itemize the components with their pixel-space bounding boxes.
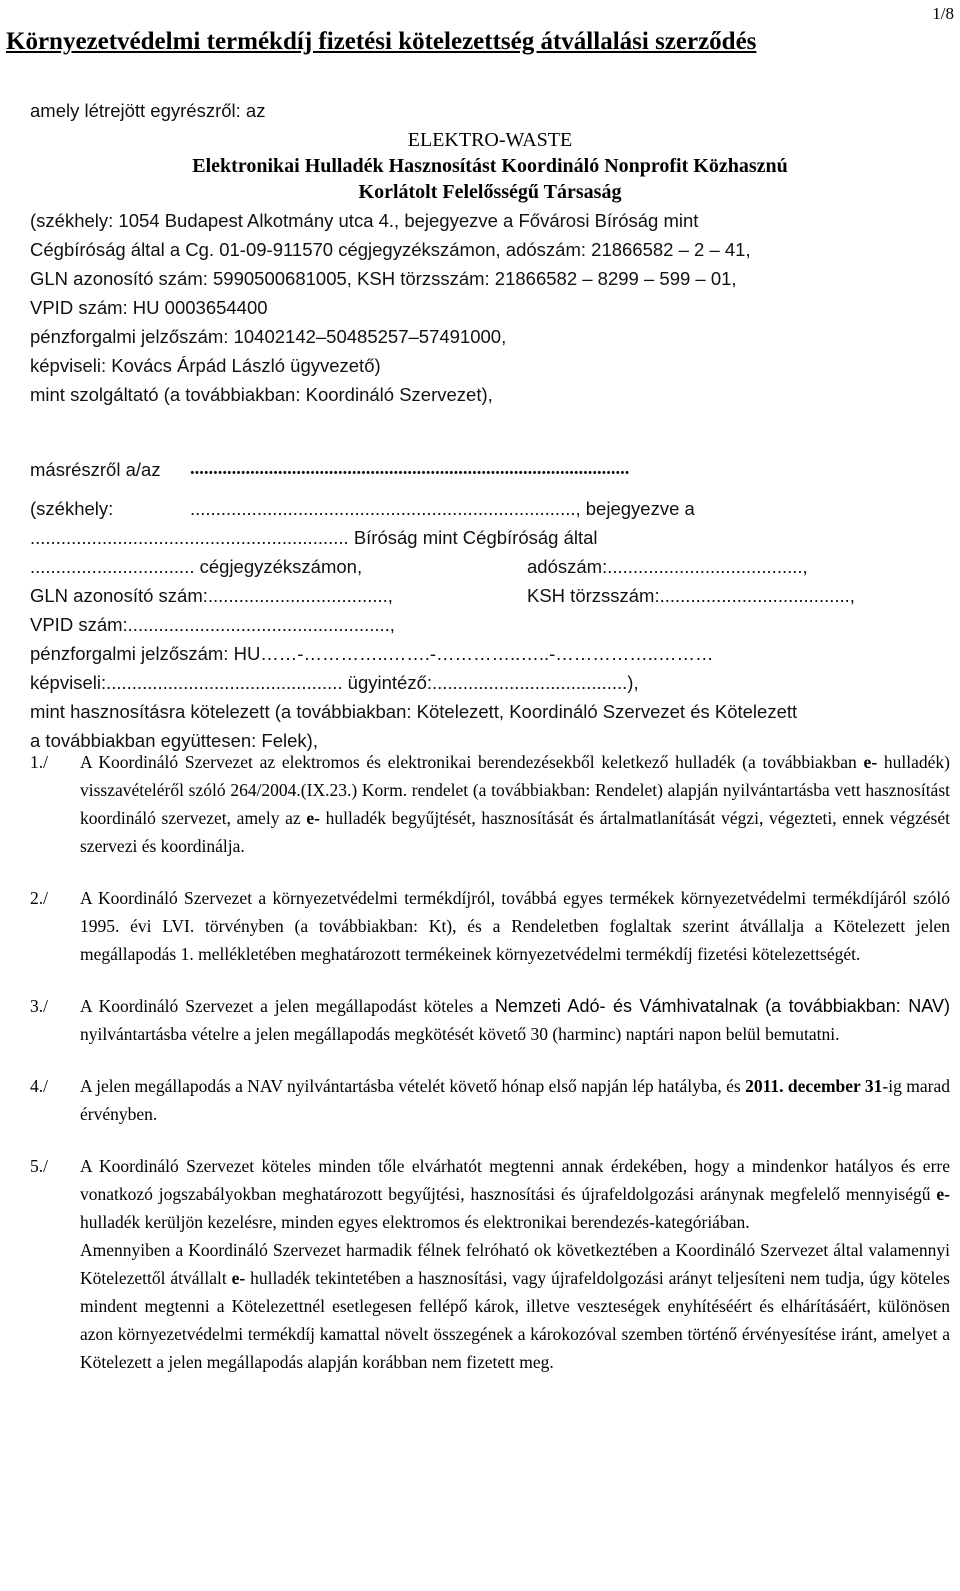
clause-3 xyxy=(30,992,950,1048)
org-name-line2: Elektronikai Hulladék Hasznosítást Koordináló Nonprofit Közhasznú xyxy=(192,155,788,177)
clause-text: A Koordináló Szervezet köteles minden tőle elvárhatót megtenni annak érdekében, hogy a mindenkor hatályos és erre vonatkozó jogszabályokban meghatározott begyűjtési, hasznosítási és újrafeldolgozási aránynak megfelelő mennyiségű xyxy=(80,1156,950,1204)
clause-text: A Koordináló Szervezet a jelen megállapodást köteles a xyxy=(80,996,495,1016)
party1-bank-line: pénzforgalmi jelzőszám: 10402142–50485257–57491000, xyxy=(30,326,507,347)
party2-role-line2: a továbbiakban együttesen: Felek), xyxy=(30,730,318,751)
clause-text: -ig marad érvényben. xyxy=(80,1076,950,1124)
clause-number: 2./ xyxy=(30,888,48,908)
ksh-blank[interactable]: KSH törzsszám:....................................., xyxy=(527,585,855,606)
clause-body xyxy=(80,748,950,860)
clause-body xyxy=(80,992,950,1048)
first-party-block xyxy=(30,96,950,409)
party1-intro: amely létrejött egyrészről: az xyxy=(30,100,266,121)
clause-text: hulladék kerüljön kezelésre, minden egyes elektromos és elektronikai berendezés-kategóriában. xyxy=(80,1212,750,1232)
page-number: 1/8 xyxy=(932,4,954,23)
clause-text: A jelen megállapodás a NAV nyilvántartásba vételét követő hónap első napján lép hatályba, és xyxy=(80,1076,746,1096)
tax-number-blank[interactable]: adószám:......................................, xyxy=(527,556,808,577)
seat-label: (székhely: xyxy=(30,498,114,519)
clause-4 xyxy=(30,1072,950,1128)
other-party-name-blank[interactable]: ............................................................................................... xyxy=(190,459,630,479)
vpid-blank[interactable]: VPID szám:..................................................., xyxy=(30,614,395,635)
clause-paragraph xyxy=(80,748,950,860)
party1-seat-line1: (székhely: 1054 Budapest Alkotmány utca 4., bejegyezve a Fővárosi Bíróság mint xyxy=(30,210,699,231)
bank-account-blank[interactable]: pénzforgalmi jelzőszám: HU……-…………..…….-…………..…..-……………..……… xyxy=(30,643,714,664)
clause-number: 3./ xyxy=(30,996,48,1016)
seat-blank[interactable]: ..........................................................................., bejegyezve a xyxy=(190,498,695,519)
clause-body xyxy=(80,1072,950,1128)
clause-number: 1./ xyxy=(30,752,48,772)
clause-text: nyilvántartásba vételre a jelen megállapodás megkötését követő 30 (harminc) naptári napon belül bemutatni. xyxy=(80,1024,840,1044)
clauses-list xyxy=(30,748,950,1400)
clause-paragraph xyxy=(80,1236,950,1376)
clause-text: hulladék begyűjtését, hasznosítását és ártalmatlanítását végzi, végezteti, ennek végzését szervezi és koordinálja. xyxy=(80,808,950,856)
clause-2 xyxy=(30,884,950,968)
party1-seat-line2: Cégbíróság által a Cg. 01-09-911570 cégjegyzékszámon, adószám: 21866582 – 2 – 41, xyxy=(30,239,751,260)
bold-text: e- xyxy=(231,1268,246,1288)
party2-role-line1: mint hasznosításra kötelezett (a továbbiakban: Kötelezett, Koordináló Szervezet és Kötelezett xyxy=(30,701,798,722)
party1-vpid-line: VPID szám: HU 0003654400 xyxy=(30,297,268,318)
clause-body xyxy=(80,884,950,968)
clause-paragraph xyxy=(80,884,950,968)
clause-5 xyxy=(30,1152,950,1376)
clause-text: hulladék) visszavételéről szóló 264/2004.(IX.23.) Korm. rendelet (a továbbiakban: Rendelet) alapján nyilvántartásba vett hasznosítást koordináló szervezet, amely az xyxy=(80,752,950,828)
clause-paragraph xyxy=(80,1152,950,1236)
bold-text: e- xyxy=(863,752,878,772)
clause-paragraph xyxy=(80,992,950,1048)
bold-text: e- xyxy=(306,808,320,828)
party1-gln-line: GLN azonosító szám: 5990500681005, KSH törzsszám: 21866582 – 8299 – 599 – 01, xyxy=(30,268,737,289)
other-party-label: másrészről a/az xyxy=(30,459,161,480)
org-name-line1: ELEKTRO-WASTE xyxy=(407,129,573,151)
org-name-line3: Korlátolt Felelősségű Társaság xyxy=(358,181,622,203)
clause-1 xyxy=(30,748,950,860)
clause-text: Nemzeti Adó- és Vámhivatalnak (a továbbiakban: NAV) xyxy=(494,996,950,1016)
gln-blank[interactable]: GLN azonosító szám:..................................., xyxy=(30,585,393,606)
court-blank-line[interactable]: .............................................................. Bíróság mint Cégbíróság által xyxy=(30,527,598,548)
clause-number: 4./ xyxy=(30,1076,48,1096)
clause-text: Amennyiben a Koordináló Szervezet harmadik félnek felróható ok következtében a Koordináló Szervezet által valamennyi Kötelezettől átvállalt xyxy=(80,1240,950,1288)
document-title: Környezetvédelmi termékdíj fizetési kötelezettség átvállalási szerződés xyxy=(6,28,757,55)
clause-number: 5./ xyxy=(30,1156,48,1176)
party1-rep-line: képviseli: Kovács Árpád László ügyvezető) xyxy=(30,355,381,376)
clause-text: A Koordináló Szervezet a környezetvédelmi termékdíjról, továbbá egyes termékek környezetvédelmi termékdíjáról szóló 1995. évi LVI. törvényben (a továbbiakban: Kt), és a Rendeletben foglaltak szerint átvállalja a Kötelezett jelen megállapodás 1. mellékletében meghatározott termékeinek környezetvédelmi termékdíj fizetési kötelezettségét. xyxy=(80,888,950,964)
bold-text: e- xyxy=(936,1184,950,1204)
bold-text: 2011. december 31 xyxy=(745,1076,883,1096)
party1-role-line: mint szolgáltató (a továbbiakban: Koordináló Szervezet), xyxy=(30,384,493,405)
clause-paragraph xyxy=(80,1072,950,1128)
reg-number-blank[interactable]: ................................ cégjegyzékszámon, xyxy=(30,556,363,577)
clause-text: hulladék tekintetében a hasznosítási, vagy újrafeldolgozási arányt teljesíteni nem tudja, úgy köteles mindent megtenni a Kötelezettnél esetlegesen fellépő károk, illetve veszteségek enyhítéséért és elhárításáért, különösen azon környezetvédelmi termékdíj kamattal növelt összegének a károkozóval szemben történő érvényesítése iránt, amelyet a Kötelezett a jelen megállapodás alapján korábban nem fizetett meg. xyxy=(80,1268,950,1372)
representative-blank[interactable]: képviseli:.............................................. ügyintéző:......................................), xyxy=(30,672,639,693)
clause-body xyxy=(80,1152,950,1376)
clause-text: A Koordináló Szervezet az elektromos és elektronikai berendezésekből keletkező hulladék (a továbbiakban xyxy=(80,752,864,772)
second-party-block xyxy=(30,455,950,755)
